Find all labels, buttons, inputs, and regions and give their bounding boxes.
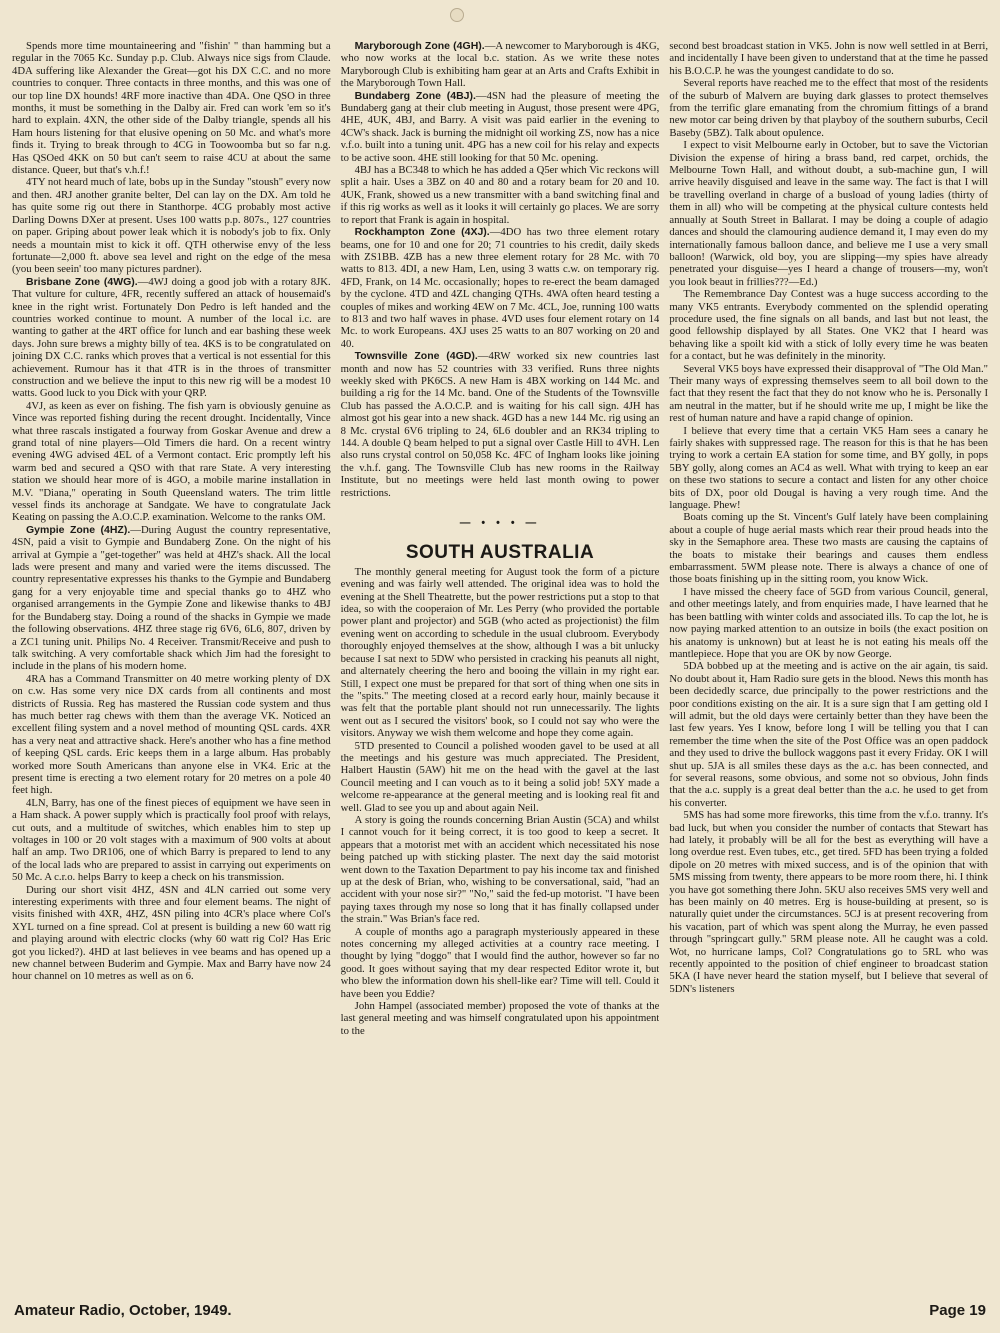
paragraph: [341, 90, 660, 164]
paragraph-text: Several VK5 boys have expressed their disapproval of "The Old Man." Their many ways of expressing themselves seem to all boil down to the fact that they resent the fact that they do not know who he is. Personally I am neutral in the matter, but if he should write me up, I might be like the rest of human nature and have a rapid change of opinion.: [669, 362, 989, 425]
paragraph-text: The monthly general meeting for August took the form of a picture evening and was fairly well attended. The original idea was to hold the evening at the Shell Theatrette, but the power restrictions put a stop to that idea, so with the cooperaion of Mr. Les Perry (who provided the portable power plant and projector) and 5GB (who acted as projectionist) the film evening went on according to schedule in the usual clubroom. Everybody thoroughly enjoyed themselves at the show, although I was a bit unlucky because I sat next to 5DW who persisted in cracking his peanuts all night, and alternately cheering the hero and booing the villain in my right ear. Still, I expect one must be prepared for that sort of thing when one sits in the "spits." The meeting closed at a record early hour, mainly because it was felt that the portable plant should not run unnecessarily. The lights went out as I secured the visitors' book, so I could not say who were the visitors. Anyway we wish them welcome and hope they come again.: [340, 565, 660, 740]
paragraph: [669, 809, 988, 995]
south-australia-notes: [341, 566, 660, 1037]
paragraph-text: second best broadcast station in VK5. John is now well settled in at Berri, and incidentally I have been given to understand that at the time he passed his B.O.C.P. he was the youngest candidate to do so.: [669, 40, 989, 77]
paragraph: [12, 673, 331, 797]
paragraph: [669, 586, 988, 660]
paragraph-text: Several reports have reached me to the effect that most of the residents of the suburb of Malvern are buying dark glasses to protect themselves from the terrific glare emanating from the chromium fittings of a brand new motor car being driven by that playboy of the southern suburbs, Cecil Baseby (5BZ). Talk about opulence.: [669, 77, 989, 139]
paragraph-text: 4VJ, as keen as ever on fishing. The fish yarn is obviously genuine as Vince was reported fishing during the recent drought. Incidentally, Vince what three rascals instigated a fourway from Goskar Avenue and drew a grand total of nine players—Old Timers die hard. On a recent wintry evening 4WG advised 4EL of a Vermont contact. Eric promptly left his warm bed and secured a QSO with that rare State. A very interesting station we should hear more of is 4GO, a mobile marine installation in M.V. "Diana," operating in South Queensland waters. The trim little vessel finds its anchorage at Sandgate. We have to congratulate Jack Keating on passing the A.O.C.P. examination. Welcome to the ranks OM.: [12, 399, 331, 524]
paragraph-text: —During August the country representative, 4SN, paid a visit to Gympie and Bundaberg Zone. On the night of his arrival at Gympie a "get-together" was held at 4HZ's shack. All the local lads were present and many and varied were the items discussed. The country representative expresses his thanks to the Gympie and Bundaberg gang for a very enjoyable time and special thanks go to 4HZ who organised arrangements in the Gympie Zone and likewise thanks to 4BJ for the Bundaberg stay. Doing a round of the shacks in Gympie we made the following observations. 4HZ three stage rig 6V6, 6L6, 807, driven by a ZC1 tuning unit. Philips No. 4 Receiver. Transmit/Receive and push to talk switching. A very comfortable shack which Jim had the foresight to include in the plans of his modern home.: [12, 523, 331, 673]
paragraph: [12, 884, 331, 983]
paragraph-text: 4BJ has a BC348 to which he has added a Q5er which Vic reckons will split a hair. Uses a 3BZ on 40 and 80 and a rotary beam for 20 and 10. 4UK, Frank, showed us a new transmitter with a band switching final and if this rig works as well as it looks it will certainly go places. We are sorry to report that Frank is again in hospital.: [340, 164, 660, 226]
paragraph-text: I expect to visit Melbourne early in October, but to save the Victorian Division the expense of hiring a brass band, red carpet, orchids, the Melbourne Town Hall, and without doubt, a sub-machine gun, I will arrive heavily disguised and leave in the same way. The fact is that I will be travelling overland in charge of a busload of young ladies (thirty of them in all) who will be competing at the physical culture contests held annually at South Street in Ballarat. I may be doing a couple of adagio dances and should the clamouring audience demand it, I may even do my internationally famous balloon dance, and believe me I use a very small balloon! (Warwick, old boy, you are slipping—my spies have already penetrated your disguise—yes I heard a change of trousers—my, won't you look beaut in frillies???—Ed.): [669, 139, 989, 288]
paragraph-text: 4TY not heard much of late, bobs up in the Sunday "stoush" every now and then. 4RJ another granite belter, Del can lay on the DX. Am told he has quite some rig out there in Stanthorpe. 4CG probably most active Darling Downs DXer at present. Uses 100 watts p.p. 807s., 127 countries on paper. Griping about power leak which it is nobody's job to fix. Only needs a mountain mist to kick it off. QTH otherwise envy of the less fortunate—2,000 ft. above sea level and right on the edge of the mesa (you been seein' too many pictures pardner).: [12, 176, 331, 276]
section-divider: — • • • —: [459, 517, 541, 530]
zone-heading: Bundaberg Zone (4BJ).: [354, 89, 476, 102]
paragraph-text: 5DA bobbed up at the meeting and is active on the air again, tis said. No doubt about it, Ham Radio sure gets in the blood. News this month has been decidedly scarce, due principally to the power restrictions and the poor conditions existing on the air. It is a sure sign that I am getting old I will admit, but the old days were certainly better than they have been the last few years. Yes I know, before long I will be telling you that I can remember the time when the site of the Post Office was an open paddock and they used to drive the bullock waggons past it every Friday. OK I will shut up. 5JA is all smiles these days as the a.c. has been connected, and for several reasons, some obvious, and some not so obvious, John finds that the a.c. supply is a great deal better than the a.c. he used to get from his converter.: [669, 660, 989, 809]
paragraph-text: —A newcomer to Maryborough is 4KG, who now works at the local b.c. station. As we write these notes Maryborough Club is exhibiting ham gear at an Arts and Crafts Exhibit in the Maryborough Town Hall.: [340, 40, 660, 90]
paragraph: [341, 814, 660, 926]
paragraph: [341, 226, 660, 350]
paragraph-text: I have missed the cheery face of 5GD from various Council, general, and other meetings lately, and from enquiries made, I have learned that he has been battling with winter colds and associated ills. To cap the lot, he is now paying marked attention to an outsize in boils (the exact position on his anatomy is unknown) but at least he is not eating his meals off the mantlepiece. Hope that you are OK by now George.: [669, 585, 989, 660]
paragraph: [669, 511, 988, 585]
paragraph: [12, 176, 331, 275]
footer-publication: Amateur Radio, October, 1949.: [14, 1301, 232, 1319]
paragraph-text: John Hampel (associated member) proposed the vote of thanks at the last general meeting and was himself congratulated upon his appointment to the: [340, 1000, 660, 1037]
column-right: [669, 40, 988, 1280]
paragraph-text: The Remembrance Day Contest was a huge success according to the many VK5 entrants. Everybody commented on the splendid operating procedure used, the fine signals on all bands, and last but not least, the good fellowship displayed by all States. One VK2 that I heard was behaving like a spoilt kid with a stick of lolly every time he was beaten for a contact, but he was definitely in the minority.: [669, 288, 989, 363]
zone-heading: Maryborough Zone (4GH).: [354, 40, 485, 52]
zone-heading: Gympie Zone (4HZ).: [26, 523, 131, 536]
paragraph: [669, 288, 988, 362]
page-footer: [14, 1298, 986, 1322]
paragraph: [669, 363, 988, 425]
paragraph: [669, 660, 988, 809]
paragraph-text: 5TD presented to Council a polished wooden gavel to be used at all the meetings and his gesture was much appreciated. The President, Halbert Haustin (5AW) hit me on the head with the gavel at the last Council meeting and I can vouch as to it being a solid job! 5XY made a welcome re-appearance at the general meeting and is looking real fit and well. Glad to see you up and about again Neil.: [340, 739, 660, 814]
paragraph-text: Spends more time mountaineering and "fishin' " than hamming but a regular in the 7065 Kc. Sunday p.p. Club. Always nice sigs from Claude. 4DA suffering like Alexander the Great—got his DX C.C. and no more countries to conquer. Three contacts in three months, and this was one of our top line DX hounds! 4RF more inactive than 4DA. One QSO in three months, it must be something in the Dalby air. Fred can work 'em so it's hard to explain. 4XN, the other side of the Dalby triangle, spends all his Ham hours listening for that elusive opening on 50 Mc. and what's more finds it. Trying to break through to 4CG in Toowoomba but so far n.g. Has QSOed 4KK on 50 but can't seem to raise 4CU at about the same distance. Queer, but that's v.h.f.!: [12, 40, 331, 177]
paragraph: [12, 524, 331, 673]
column-middle: [341, 40, 660, 1280]
paragraph-text: —4SN had the pleasure of meeting the Bundaberg gang at their club meeting in August, those present were 4PG, 4HE, 4UK, 4BJ, and Barry. A visit was paid earlier in the evening to 4CW's shack. Jack is burning the midnight oil working ZS, now has a nice v.f.o. built into a tuning unit. 4PG has a new coil for his relay and expects to be active soon. 4HE still looking for that 50 Mc. opening.: [340, 89, 660, 164]
paragraph-text: A couple of months ago a paragraph mysteriously appeared in these notes concerning my alleged activities at a country race meeting. I thought by lying "doggo" that I would find the author, however so far no good. It goes without saying that my dear respected Editor wrote it, but who blew the information down his shell-like ear? Time will tell. Could it have been you Eddie?: [340, 925, 660, 1000]
paragraph-text: 4RA has a Command Transmitter on 40 metre working plenty of DX on c.w. Has some very nice DX cards from all continents and most districts of Russia. Reg has mastered the Russian code system and thus has much better rag chews with them than the average VK. Noticed an excellent filing system and a novel method of mounting QSL cards. 4XR has a very neat and attractive shack. Here's another who has a fine method of keeping QSL cards. Eric keeps them in a large album. Has probably worked more South Americans than anyone else in VK4. Eric at the present time is erecting a two element rotary for 20 metres on a pole 40 feet high.: [12, 672, 331, 797]
zone-heading: Townsville Zone (4GD).: [354, 350, 478, 363]
paragraph: [669, 139, 988, 288]
paragraph: [12, 400, 331, 524]
column-left: [12, 40, 331, 1280]
paragraph-text: A story is going the rounds concerning Brian Austin (5CA) and whilst I cannot vouch for it being correct, it is too good to keep a secret. It appears that a motorist met with an accident which necessitated his nose being patched up with sticking plaster. The next day the said motorist went down to the Taxation Department to pay his income tax and finished up at the desk of Brian, who, wishing to be conversational, said, "had an accident with your nose sir?" "No," said the fed-up motorist. "I have been paying taxes through my nose so long that it has finally collapsed under the strain." Was Brian's face red.: [340, 813, 660, 926]
binder-hole: [450, 8, 464, 22]
paragraph: [341, 40, 660, 90]
paragraph: [12, 276, 331, 400]
paragraph-text: —4RW worked six new countries last month and now has 52 countries with 33 verified. Runs three nights weekly sked with PK6CS. A new Ham is 4BX working on 144 Mc. and building a rig for the 14 Mc. band. One of the Students of the Townsville Club has passed the A.O.C.P. and is waiting for his call sign. 4JH has almost got his gear into a new shack. 4GD has a new 144 Mc. rig using an 8 Mc. crystal 6V6 tripling to 24, 6L6 doubler and an RK34 tripling to 144. A double Q beam helped to put a signal over Castle Hill to 4VH. Len also runs crystal control on 50,058 Kc. 4FC of Ingham looks like joining the v.h.f. gang. The Townsville Club has new rooms in the Railway Institute, but no meetings were held last month owing to power restrictions.: [340, 350, 660, 499]
queensland-notes-continued: [341, 40, 660, 499]
paragraph-text: —4WJ doing a good job with a rotary 8JK. That vulture for culture, 4FR, recently suffered an attack of housemaid's knee in the right wrist. Fortunately Don Pedro is left handed and the countries worked continue to mount. A number of the local i.c. are wanting to gather at the 4RT office for lunch and ear bashing these week days. John sure brews a mighty billy of tea. 4KS is to be congratulated on joining DX C.C. ranks which proves that a vertical is not essential for this achievement. Rumour has it that 4TR is in the throes of transmitter construction and we believe the input to this new rig will be a modest 10 watts. Good luck to you Dick with your QRP.: [12, 275, 331, 400]
paragraph: [669, 425, 988, 512]
zone-heading: Rockhampton Zone (4XJ).: [354, 226, 490, 239]
paragraph-text: Boats coming up the St. Vincent's Gulf lately have been complaining about a couple of huge aerial masts which rear their proud heads into the sky in the Semaphore area. These two masts are causing the captains of the boats to mistake their bearings and causes them endless embarrassment. 5WM please note. There is always a chance of one of those boats finishing up in the sitting room, you know Wick.: [669, 511, 989, 586]
paragraph: [341, 350, 660, 499]
paragraph-text: During our short visit 4HZ, 4SN and 4LN carried out some very interesting experiments with three and four element beams. The night of visits finished with 4XR, 4HZ, 4SN piling into 4CR's place where Col's XYL turned on a fine spread. Col at present is building a new 60 watt rig and playing around with electric clocks (why 60 watt rig Col? Has Eric got you licked?). 4HD at last believes in vee beams and has opened up a new channel between Buderim and Gympie. Max and Barry have now 24 hour channel on 10 metres as well as on 6.: [12, 883, 331, 983]
paragraph-text: 5MS has had some more fireworks, this time from the v.f.o. tranny. It's bad luck, but when you consider the number of contacts that Stewart has had lately, it probably will be all for the best as everything will have a long overdue rest. Even tubes, etc., get tired. 5FD has been trying a folded dipole on 20 metres with mixed success, and is of the opinion that with 5MS missing from twenty, there appears to be more room there, hi. I think you have got something there John. 5KU also receives 5MS very well and has been mainly on 40 metres. Erg is house-building at present, so is naturally quiet under the circumstances. 5CJ is at present recovering from his vacation, part of which was spent along the Murray, he even passed through "springcart gully." 5RM please note. All he caught was a cold. Wot, no hurricane lamps, Col? Congratulations go to 5RL who was recently appointed to the position of chief engineer to broadcast station 5KA (I have never heard the station myself, but I believe that several of 5DN's listeners: [669, 809, 989, 995]
paragraph: [341, 164, 660, 226]
paragraph-text: I believe that every time that a certain VK5 Ham sees a canary he fairly shakes with suppressed rage. The reason for this is that he has been trying to work a certain EA station for some time, and BY golly, in pops 5BY golly, along comes an AC4 as well. What with trying to keep an ear on these two stations to secure a contact and listen for any other choice bits of DX, poor old Dougal is having a very rough time. And the language. Phew!: [669, 424, 989, 512]
article-page: [12, 40, 988, 1280]
paragraph: [669, 40, 988, 77]
paragraph: [12, 797, 331, 884]
paragraph: [341, 1000, 660, 1037]
footer-page-number: Page 19: [929, 1301, 986, 1319]
paragraph-text: —4DO has two three element rotary beams, one for 10 and one for 20; 71 countries to his credit, daily skeds with ZS1BB. 4ZB has a new three element rotary for 28 Mc. with 70 watts to 813. 4DI, a new Ham, Len, using 3 watts c.w. on temporary rig. 4FD, Frank, on 14 Mc. occasionally; hopes to re-erect the beam damaged by the cyclone. 4TD and 4ZL changing QTHs. 4WA often heard testing a couples of mikes and working 4EW on 7 Mc. 4CL, Joe, running 100 watts to 813 and two half waves in phase. 4VD uses four element rotary on 14 Mc. to work Europeans. 4XJ uses 25 watts to an 807 working on 20 and 40.: [340, 226, 660, 350]
paragraph: [341, 740, 660, 814]
paragraph: [669, 77, 988, 139]
paragraph: [12, 40, 331, 176]
paragraph-text: 4LN, Barry, has one of the finest pieces of equipment we have seen in a Ham shack. A power supply which is practically fool proof with relays, cut outs, and a multitude of switches, which enables him to step up voltages in 100 or 20 volt stages with a maximum of 900 volts at about half an amp. Two DR106, one of which Barry is prepared to lend to any of the local lads who are prepared to assist in carrying out experiments on 50 Mc. A c.r.o. helps Barry to keep a check on his transmission.: [12, 796, 331, 884]
section-title-south-australia: SOUTH AUSTRALIA: [405, 542, 595, 564]
paragraph: [341, 566, 660, 740]
zone-heading: Brisbane Zone (4WG).: [26, 275, 138, 288]
paragraph: [341, 926, 660, 1000]
